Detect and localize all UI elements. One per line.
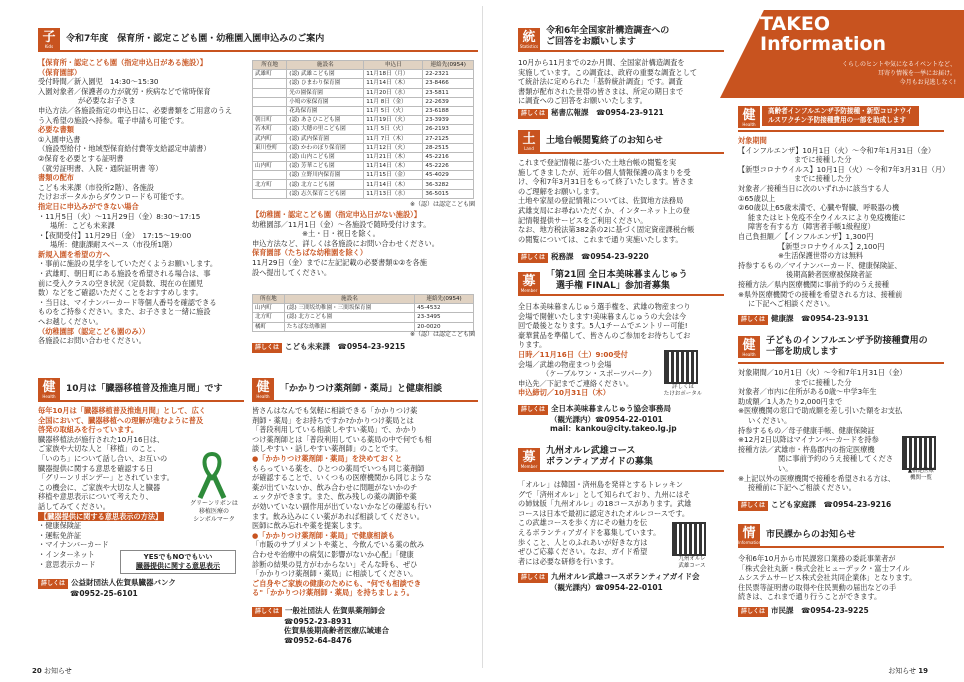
table-row <box>253 304 474 313</box>
kids-icon: 子 Kids <box>38 28 60 50</box>
info-contact: 詳しくは 市民課 ☎0954-23-9225 <box>738 606 869 617</box>
table-row <box>253 70 474 79</box>
table-cell: 山内町 <box>253 304 285 313</box>
table-cell: 11月14日（木） <box>364 180 423 189</box>
info-body: 令和6年10月から市民課窓口業務の委託事業者が 「株式会社丸新・株式会社ヒューデック・富士フイル ムシステムサービス株式会社共同企業体」となります。 住民票等証明書の取得や住民異動の届出などの手 続きは、これまで通り行うことができます。 <box>738 554 917 602</box>
contact-tag: 詳しくは <box>252 343 282 353</box>
table-row <box>253 125 474 134</box>
pharmacy-contact: 詳しくは 一般社団法人 佐賀県薬剤師会 ☎0952-23-8931 佐賀県後期高齢者医療広域連合 ☎0952-64-8476 <box>252 606 389 645</box>
table-cell: 28-2515 <box>423 143 474 152</box>
survey-contact: 詳しくは 秘書広報課 ☎0954-23-9121 <box>518 108 664 119</box>
table-cell <box>253 106 287 115</box>
manju-body: 全日本美味暮まんじゅう選手権を、武雄の物産まつり 会場で開催いたします!美味暮まんじゅうの大会は今 回で最後となります。5人1チームでエントリー可能! 豪華賞品を準備して、皆さんのご参加をお待ちしてお ります。 日時／11月16日（土）9:00受付 会場／武雄の物産まつり会場 （ケーブルワン・スポーツパーク） 申込先／下記までご連絡ください。 申込締切／10月31日（木） <box>518 302 691 398</box>
table-header-cell: 施設名 <box>284 295 414 304</box>
table-cell: 11月18日（月） <box>364 70 423 79</box>
right-page-number: お知らせ 19 <box>888 667 928 675</box>
olle-body: 「オルレ」は韓国・済州島を発祥とするトレッキン グで「済州オルレ」として知られており、九州にはそ の姉妹版「九州オルレ」の18コースがあります。武雄 コースは日本で最初に認定されたオルレコースです。 この武雄コースを歩く方にその魅力を伝 えるボランティアガイドを募集しています。 歩くこと、人とのふれあいが好きな方は ぜひご応募ください。なお、ガイド希望 者には必要な研修を行います。 <box>518 480 692 566</box>
vaccine-title: 高齢者インフルエンザ予防接種・新型コロナウイ ルスワクチン予防接種費用の一部を助成します <box>762 106 919 126</box>
child-flu-qr-caption: ▲指定医療 機関一覧 <box>907 468 935 481</box>
health-icon: 健 Health <box>738 106 760 128</box>
table-cell: 東川登町 <box>253 143 287 152</box>
table-cell: 22-2639 <box>423 97 474 106</box>
child-flu-title: 子どものインフルエンザ予防接種費用の 一部を助成します <box>766 336 928 357</box>
table-cell: (認) 大穂の里こども園 <box>287 125 364 134</box>
table-cell <box>253 189 287 198</box>
table-cell: 23-5811 <box>423 88 474 97</box>
page-gutter <box>482 6 483 668</box>
table-cell: 11月21日（木） <box>364 152 423 161</box>
pharmacy-body: 皆さんはなんでも気軽に相談できる「かかりつけ薬 剤師・薬局」をお持ちですか?かかりつけ薬局とは 「普段利用している相談しやすい薬局」で、かかり つけ薬剤師とは「普段利用している薬局の中で何でも相 談しやすい・話しやすい薬剤師」のことです。 ●「かかりつけ薬剤師・薬局」を決めておくと もらっている薬を、ひとつの薬局でいつも同じ薬剤師 が確認することで、いくつもの医療機関から同じような 薬が出ていないか、飲み合わせに問題がないかのチ ェックができます。また、飲み残しの薬の調節や薬 が効いていない副作用が出ていないかなどの確認も行い ます。飲み込みにくい薬があれば相談してください。 医師に飲み忘れや薬を提案します。 ●「かかりつけ薬剤師・薬局」で健康相談も 「市販のサプリメントや薬と、今飲んでいる薬の飲み 合わせや治療中の病気に影響がないか心配」「健康 診断の結果の見方がわからない」そんな時も、ぜひ 「かかりつけ薬剤師・薬局」に相談してください。 ご自身やご家族の健康のためにも、"何でも相談でき る"「かかりつけ薬剤師・薬局」を持ちましょう。 <box>252 406 432 598</box>
organ-body: 毎年10月は「臓器移植普及推進月間」として、広く 全国において、臓器移植への理解が進むように普及 啓発の取組みを行っています。 臓器移植法が施行された10月16日は、 ご家族や大切な人と「移植」のこと、 「いのち」について話し合い、お互いの 臓器提供に関する意思を確認する日 「グリーンリボンデー」とされています。 この機会に、ご家族や大切な人と臓器 移植や意思表示について考えたり、 話してみてください。 【臓器提供に関する意思表示の方法】 ・健康保険証 ・運転免許証 ・マイナンバーカード ・インターネット ・意思表示カード <box>38 406 206 569</box>
manju-qr-code[interactable] <box>664 350 698 384</box>
table-row <box>253 143 474 152</box>
table-cell: 45-4532 <box>415 304 474 313</box>
table-cell: 45-2226 <box>423 162 474 171</box>
child-flu-qr-code[interactable] <box>902 436 936 470</box>
table-cell: 11月14日（木） <box>364 162 423 171</box>
organ-title: 10月は「臓器移植普及推進月間」です <box>66 384 223 394</box>
table-header-cell: 連絡先(0954) <box>423 61 474 70</box>
table-header-cell: 申込日 <box>364 61 423 70</box>
table-cell: 武雄町 <box>253 70 287 79</box>
table-cell: 11月14日（木） <box>364 79 423 88</box>
child-flu-contact: 詳しくは こども家庭課 ☎0954-23-9216 <box>738 500 891 511</box>
table-cell: 11月13日（水） <box>364 189 423 198</box>
left-page-number: 20 お知らせ <box>32 667 72 675</box>
table-header-cell: 所在地 <box>253 295 285 304</box>
table-cell: 11月12日（火） <box>364 143 423 152</box>
kinder-body: 【幼稚園・認定こども園（指定申込日がない施設）】 幼稚園部／11月1日（金）～各施設で随時受付けます。 ※土・日・祝日を除く。 申込方法など、詳しくは各施設にお問い合わせください。 保育園部（たちばな幼稚園を除く） 11月29日（金）までに左記記載の必要書類①②を各施 設へ提出してください。 <box>252 210 439 277</box>
table-cell: 26-2193 <box>423 125 474 134</box>
table-cell: 北方町 <box>253 313 285 322</box>
table-cell: (認) あさひこども園 <box>287 116 364 125</box>
olle-contact: 詳しくは 九州オルレ武雄コースボランティアガイド会 （観光課内）☎0954-22-0101 <box>518 572 700 592</box>
table-cell: 山内町 <box>253 162 287 171</box>
info-section-header <box>738 524 944 548</box>
header-tagline: くらしのヒントや気になるイベントなど、 耳寄り情報を一挙にお届け。 今月もお見逃しなく! <box>841 61 956 86</box>
nursery-title: 令和7年度 保育所・認定こども園・幼稚園入園申込みのご案内 <box>66 34 325 44</box>
table-cell: (認) 三間坂幼稚園・三間坂保育園 <box>284 304 414 313</box>
vaccine-body: 対象期間 【インフルエンザ】10月1日（火）～令和7年1月31日（金） までに接種した分 【新型コロナウイルス】10月1日（火）～令和7年3月31日（月） までに接種した分 対象者／接種当日に次のいずれかに該当する人 ①65歳以上 ②60歳以上65歳未満で、心臓や腎臓、呼吸器の機 能またはヒト免疫不全ウイルスにより免疫機能に 障害を有する方（障害者手帳1級程度） 自己負担額／【インフルエンザ】1,300円 【新型コロナウイルス】2,100円 ※生活保護世帯の方は無料 持参するもの／マイナンバーカード、健康保険証、 後期高齢者医療被保険者証 接種方法／県内医療機関に事前予約のうえ接種 ※県外医療機関での接種を希望される方は、接種前 に下記へご相談ください。 <box>738 136 950 309</box>
table-row <box>253 189 474 198</box>
table-cell: 27-2125 <box>423 134 474 143</box>
table-cell: (認) かわのぼり保育園 <box>287 143 364 152</box>
olle-qr-caption: 九州オルレ 武雄コース <box>678 556 706 569</box>
table-cell <box>253 79 287 88</box>
olle-section-header <box>518 448 724 472</box>
table-cell: 武内町 <box>253 134 287 143</box>
table-row <box>253 116 474 125</box>
nursery-contact: 詳しくは こども未来課 ☎0954-23-9215 <box>252 342 405 353</box>
table-header-cell: 連絡先(0954) <box>415 295 474 304</box>
table-row <box>253 162 474 171</box>
land-body: これまで登記情報に基づいた土地台帳の閲覧を実 施してきましたが、近年の個人情報保護の高まりを受 け、令和7年3月31日をもって終了いたします。皆さま のご理解をお願いします。 土地や家屋の登記情報については、佐賀地方法務局 武雄支局にお尋ねいただくか、インターネット上の登 記情報提供サービスをご利用ください。 なお、地方税法第382条の2に基づく固定資産課税台帳 の閲覧については、これまで通り実施いたします。 <box>518 158 695 244</box>
organ-section-header <box>38 378 244 402</box>
table-cell: (認) 山内こども園 <box>287 152 364 161</box>
table-cell <box>253 88 287 97</box>
pharmacy-section-header <box>252 378 478 402</box>
kinder-table-note: ※（認）は認定こども園 <box>410 331 476 338</box>
statistics-icon: 統 Statistics <box>519 30 539 49</box>
member-icon: 募 Member <box>518 448 540 470</box>
organ-contact: 詳しくは 公益財団法人佐賀県臓器バンク ☎0952-25-6101 <box>38 578 176 598</box>
table-cell: (認) ひまわり保育園 <box>287 79 364 88</box>
table-row <box>253 79 474 88</box>
table-cell: 11月20日（水） <box>364 88 423 97</box>
land-title: 土地台帳閲覧終了のお知らせ <box>546 136 663 146</box>
health-icon: 健 Health <box>252 378 274 400</box>
table-cell: 23-6188 <box>423 106 474 115</box>
table-cell <box>253 97 287 106</box>
manju-qr-caption: 詳しくは たけおポータル <box>663 384 703 397</box>
table-row <box>253 152 474 161</box>
table-header-cell: 施設名 <box>287 61 364 70</box>
table-header-cell: 所在地 <box>253 61 287 70</box>
vaccine-section-header <box>738 106 944 132</box>
green-ribbon-icon <box>192 448 232 500</box>
manju-title: 「第21回 全日本美味暮まんじゅう 選手権 FINAL」参加者募集 <box>546 270 688 291</box>
table-cell: 光の園保育園 <box>287 88 364 97</box>
nursery-body: 【保育所・認定こども園（指定申込日がある施設）】 （保育園部） 受付時間／新入園児 14:30～15:30 入園対象者／保護者の方が就労・疾病などで常時保育 が必要なお子さま 申込方法／各施設指定の申込日に、必要書類をご用意のうえ う入希望の施設へ持参。電子申請も可能です。 必要な書類 ①入園申込書 （施設型給付・地域型保育給付費等支給認定申請書） ②保育を必要とする証明書 （就労証明書、入院・通院証明書 等） 書類の配布 こども未来課（市役所2階）、各施設 たけおポータルからダウンロードも可能です。 指定日に申込みができない場合 ・11月5日（火）～11月29日（金）8:30～17:15 場所：こども未来課 ・【夜間受付】11月29日（金） 17:15～19:00 場所：健康課耐スペース（市役所1階） 新規入園を希望の方へ ・事前に施設の見学をしていただくようお願いします。 ・武雄町、朝日町にある施設を希望される場合は、事 前に受入クラスの空き状況（定員数、現在の在園児 数）などをご確認いただくことをおすすめします。 ・当日は、マイナンバーカード等個人番号を確認できる ものをご持参ください。また、お子さまと一緒に施設 へお越しください。 （幼稚園部（認定こども園のみ）） 各施設にお問い合わせください。 <box>38 58 233 346</box>
table-cell: 11月 5日（火） <box>364 125 423 134</box>
land-section-header <box>518 130 724 154</box>
table-cell: (認) 志久保育こども園 <box>287 189 364 198</box>
pharmacy-title: 「かかりつけ薬剤師・薬局」と健康相談 <box>280 384 443 394</box>
kinder-table <box>252 294 474 332</box>
info-title: 市民課からのお知らせ <box>766 530 856 540</box>
nursery-table-note: ※（認）は認定こども園 <box>410 201 476 208</box>
table-cell: 花島保育園 <box>287 106 364 115</box>
table-cell: (認) 武雄こども園 <box>287 70 364 79</box>
table-cell: 11月19日（火） <box>364 116 423 125</box>
table-row <box>253 313 474 322</box>
survey-section-header <box>518 28 724 52</box>
table-cell: 23-3939 <box>423 116 474 125</box>
land-contact: 詳しくは 税務課 ☎0954-23-9220 <box>518 252 649 263</box>
table-cell: 11月 7日（木） <box>364 134 423 143</box>
olle-title: 九州オルレ武雄コース ボランティアガイドの募集 <box>546 446 653 467</box>
vaccine-contact: 詳しくは 健康課 ☎0954-23-9131 <box>738 314 869 325</box>
table-cell: 11月 8日（金） <box>364 97 423 106</box>
information-icon: 情 Information <box>738 526 762 545</box>
table-cell: 11月 5日（火） <box>364 106 423 115</box>
table-cell: 若木町 <box>253 125 287 134</box>
health-icon: 健 Health <box>38 378 60 400</box>
table-cell: 11月15日（金） <box>364 171 423 180</box>
nursery-table <box>252 60 474 199</box>
health-icon: 健 Health <box>738 336 760 358</box>
table-cell: (認) 北方こども園 <box>284 313 414 322</box>
survey-title: 令和6年全国家計構造調査への ご回答をお願いします <box>546 26 670 47</box>
table-cell: 45-2216 <box>423 152 474 161</box>
table-cell: 22-2321 <box>423 70 474 79</box>
table-row <box>253 88 474 97</box>
ribbon-caption: グリーンリボンは 移植医療の シンボルマーク <box>190 500 238 523</box>
member-icon: 募 Member <box>518 272 540 294</box>
table-cell: 45-4029 <box>423 171 474 180</box>
table-cell: (認) 北方こども園 <box>287 180 364 189</box>
table-row <box>253 97 474 106</box>
table-cell: 北方町 <box>253 180 287 189</box>
table-cell <box>253 171 287 180</box>
table-row <box>253 180 474 189</box>
brand-title: TAKEO Information <box>760 13 887 55</box>
table-cell: 36-3282 <box>423 180 474 189</box>
table-cell <box>253 152 287 161</box>
survey-body: 10月から11月までの2か月間、全国家計構造調査を 実施しています。この調査は、政府の重要な調査として て統計法に定められた「基幹統計調査」です。調査 書類が配布された世帯の皆さまは、所定の期日まで に調査へのご回答をお願いいたします。 <box>518 58 698 106</box>
table-row <box>253 134 474 143</box>
table-cell: 36-5015 <box>423 189 474 198</box>
manju-section-header <box>518 272 724 296</box>
table-cell: (認) 芳華こども園 <box>287 162 364 171</box>
table-cell: 20-0020 <box>415 322 474 331</box>
table-row <box>253 106 474 115</box>
table-cell: (認) 立野川内保育園 <box>287 171 364 180</box>
olle-qr-code[interactable] <box>672 522 706 556</box>
child-flu-body: 対象期間／10月1日（火）～令和7年1月31日（金） までに接種した分 対象者／市内に住所がある0歳～中学3年生 助成額／1人あたり2,000円まで ※医療機関の窓口で助成額を差し引いた額をお支払 いください。 持参するもの／母子健康手帳、健康保険証 ※12月2日以降はマイナンバーカードを持参 接種方法／武雄市・杵島郡内の指定医療機 関に事前予約のうえ接種してくださ い。 ※上記以外の医療機関で接種を希望される方は、 接種前に下記へご相談ください。 <box>738 368 907 493</box>
table-row <box>253 171 474 180</box>
table-cell: 23-3495 <box>415 313 474 322</box>
table-cell: (認) 武内保育園 <box>287 134 364 143</box>
nursery-section-header <box>38 28 478 52</box>
table-cell: 橘町 <box>253 322 285 331</box>
table-cell: たちばな幼稚園 <box>284 322 414 331</box>
land-icon: 土 Land <box>518 130 540 152</box>
table-cell: 朝日町 <box>253 116 287 125</box>
yes-no-box: YESでもNOでもいい 臓器提供に関する意思表示 <box>120 550 236 574</box>
table-cell: 23-8466 <box>423 79 474 88</box>
manju-contact: 詳しくは 全日本美味暮まんじゅう協会事務局 （観光課内）☎0954-22-0101 mail：kankou@city.takeo.lg.jp <box>518 404 677 434</box>
table-cell: 小鳩の家保育園 <box>287 97 364 106</box>
child-flu-section-header <box>738 336 944 364</box>
